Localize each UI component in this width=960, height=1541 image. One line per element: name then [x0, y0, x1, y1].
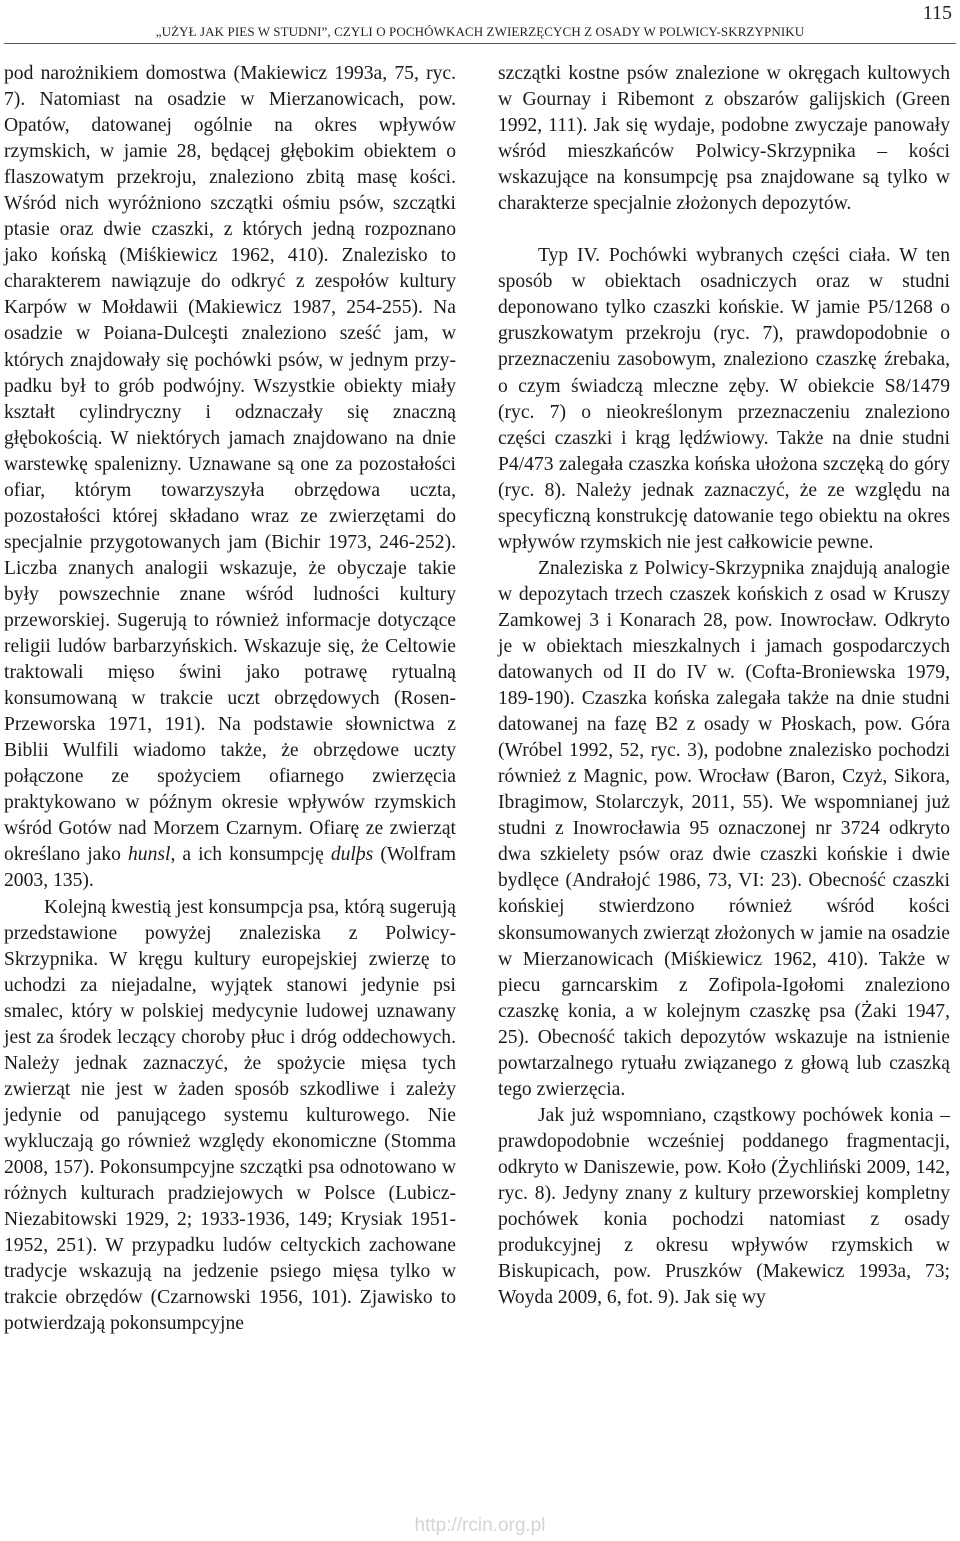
running-title: „UŻYŁ JAK PIES W STUDNI”, CZYLI O POCHÓWKACH ZWIERZĘCYCH Z OSADY W POLWICY-SKRZYPNIKU: [155, 24, 805, 39]
right-paragraph-3: Znaleziska z Polwicy-Skrzypnika znajdują analogie w depozytach trzech czaszek końskich z osad w Kruszy Zamkowej 3 i Konarach 28, pow. Inowrocław. Odkryto je w obiektach mieszkalnych i jamach gospodarczych datowanych od II do IV w. (Cofta-Broniewska 1979, 189-190). Czaszka końska zalegała także na dnie studni datowanej na fazę B2 z osady w Płoskach, pow. Góra (Wróbel 1992, 52, ryc. 3), podobne znalezisko pochodzi również z Magnic, pow. Wrocław (Baron, Czyż, Sikora, Ibragimow, Stolarczyk, 2011, 55). We wspomnianej już studni z Inowrocławia 95 oznaczonej nr 3724 odkryto dwa szkielety psów oraz dwie czaszki końskie i dwie bydlęce (Andrałojć 1986, 73, VI: 23). Obecność czaszki końskiej stwierdzono również wśród kości skonsumowanych zwierząt złożonych w jamie na osadzie w Mierzanowicach (Miśkiewicz 1962, 410). Także w piecu garncarskim z Zofipola-Igołomi znaleziono czaszkę konia, a w kolejnym czaszkę psa (Żaki 1947, 25). Obecność takich depozytów wskazuje na istnienie powtarzalnego rytuału związanego z głową lub czaszką tego zwierzęcia.: [498, 557, 950, 1100]
header-divider: [4, 43, 956, 44]
right-paragraph-1: szczątki kostne psów znalezione w okręgach kultowych w Gournay i Ribemont z obszarów galijskich (Green 1992, 111). Jak się wydaje, podobne zwyczaje panowały wśród mieszkańców Polwicy-Skrzypnika – kości wskazujące na konsumpcję psa znajdowane są tylko w charakterze specjalnie złożonych depozytów.: [498, 63, 950, 215]
term-dulps: dulþs: [330, 844, 374, 866]
left-paragraph-1-mid: , a ich konsumpcję: [170, 844, 331, 866]
term-hunsl: hunsl: [127, 844, 171, 866]
running-header: [0, 0, 960, 46]
left-paragraph-1: [4, 61, 456, 895]
right-paragraph-4: Jak już wspomniano, cząstkowy pochówek konia – prawdopodobnie wcześniej poddanego fragmentacji, odkryto w Daniszewie, pow. Koło (Żychliński 2009, 142, ryc. 8). Jedyny znany z kultury przeworskiej kompletny pochówek konia pochodzi natomiast z osady produkcyjnej z okresu wpływów rzymskich w Biskupicach, pow. Pruszków (Makewicz 1993a, 73; Woyda 2009, 6, fot. 9). Jak się wy: [498, 1104, 950, 1309]
right-paragraph-2: Typ IV. Pochówki wybranych części ciała. W ten sposób w obiektach osadniczych oraz w studni deponowano tylko czaszki końskie. W jamie P5/1268 o gruszkowatym przekroju (ryc. 7), prawdopodobnie o przeznaczeniu zasobowym, znaleziono czaszkę źrebaka, o czym świadczą mleczne zęby. W obiekcie S8/1479 (ryc. 7) o nieokreślonym przeznaczeniu znaleziono części czaszki i krąg lędźwiowy. Także na dnie studni P4/473 zalegała czaszka końska ułożona szczęką do góry (ryc. 8). Należy jednak zaznaczyć, że ze względu na specyficzną konstrukcję datowanie tego obiektu na okres wpływów rzymskich nie jest całkowicie pewne.: [498, 245, 950, 553]
left-paragraph-2: Kolejną kwestią jest konsumpcja psa, którą sugerują przedstawione powyżej znaleziska z Polwicy-Skrzypnika. W kręgu kultury europejskiej zwierzę to uchodzi za niejadalne, wyjątek stanowi jedynie psi smalec, który w polskiej medycynie ludowej uznawany jest za środek leczący choroby płuc i dróg oddechowych. Należy jednak zaznaczyć, że spożycie mięsa tych zwierząt nie jest w żaden sposób szkodliwe i zależy jedynie od panującego systemu kulturowego. Nie wykluczają go również względy ekonomiczne (Stomma 2008, 157). Pokonsumpcyjne szczątki psa odnotowano w różnych kulturach pradziejowych w Polsce (Lubicz-Niezabitowski 1929, 2; 1933-1936, 149; Krysiak 1951-1952, 251). W przypadku ludów celtyckich zachowane tradycje wskazują na jedzenie psiego mięsa tylko w trakcie obrzędów (Czarnowski 1956, 101). Zjawisko to potwierdzają pokonsumpcyjne: [4, 896, 456, 1335]
right-column: [498, 61, 950, 1311]
footer-watermark-url: http://rcin.org.pl: [414, 1515, 546, 1536]
page-number: 115: [922, 2, 952, 24]
left-paragraph-1-end: (Wolfram 2003, 135).: [4, 844, 456, 892]
left-paragraph-1-text: pod narożnikiem domostwa (Makiewicz 1993a, 75, ryc. 7). Natomiast na osadzie w Mierzanowicach, pow. Opatów, datowanej ogólnie na okres wpływów rzymskich, w jamie 28, będącej głębokim obiektem o flaszowatym przekroju, znaleziono zbitą masę kości. Wśród nich wyróżniono szczątki ośmiu psów, szczątki ptasie oraz dwie czaszki, z których jedną rozpoznano jako końską (Miśkiewicz 1962, 410). Znalezisko to charakterem nawiązuje do odkryć z zespołów kultury Karpów w Mołdawii (Makiewicz 1987, 254-255). Na osadzie w Poiana-Dulceşti znaleziono sześć jam, w których znajdowały się pochówki psów, w jednym przypadku był to grób podwójny. Wszystkie obiekty miały kształt cylindryczny i odznaczały się znaczną głębokością. W niektórych jamach znajdowano na dnie warstewkę spalenizny. Uznawane są one za pozostałości ofiar, którym towarzyszyła obrzędowa uczta, pozostałości której składano wraz ze zwierzętami do specjalnie przygotowanych jam (Bichir 1973, 246-252). Liczba znanych analogii wskazuje, że obyczaje takie były powszechnie znane wśród ludności kultury przeworskiej. Sugerują to również informacje dotyczące religii ludów barbarzyńskich. Wskazuje się, że Celtowie traktowali mięso świni jako potrawę rytualną konsumowaną w trakcie uczt obrzędowych (Rosen-Przeworska 1971, 191). Na podstawie słownictwa z Biblii Wulfili wiadomo także, że obrzędowe uczty połączone ze spożyciem ofiarnego zwierzęcia praktykowano w późnym okresie wpływów rzymskich wśród Gotów nad Morzem Czarnym. Ofiarę ze zwierząt określano jako: [4, 63, 456, 866]
left-column: [4, 61, 456, 1337]
